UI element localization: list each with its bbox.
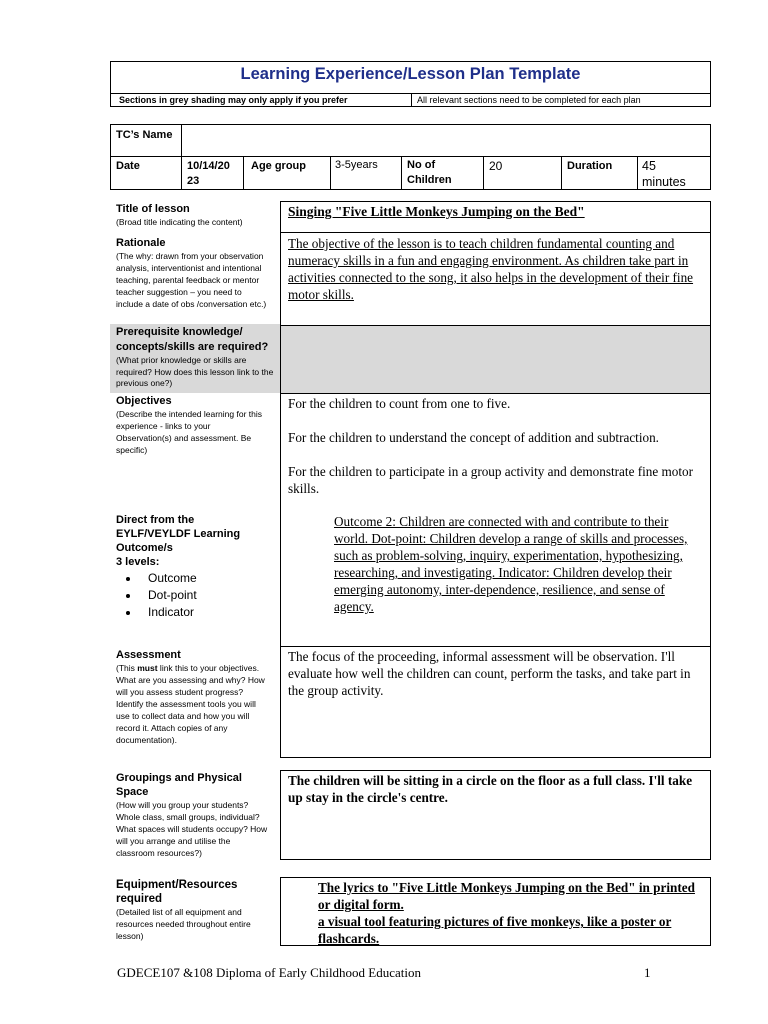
groupings-label: Groupings and Physical Space: [116, 772, 242, 798]
title-content-box: [280, 201, 711, 233]
assessment-content-box: [280, 646, 711, 758]
rationale-content: The objective of the lesson is to teach children fundamental counting and numeracy skills in a fun and engaging environment. As children take part in activities connected to the song, it also helps in the development of their fine motor skills.: [288, 236, 694, 302]
info-row-divider: [111, 156, 710, 157]
groupings-section-label: [116, 771, 270, 859]
tc-name-label: TC’s Name: [116, 129, 173, 141]
header-note-separator: [411, 93, 412, 106]
info-col-divider: [561, 156, 562, 190]
main-content-box: [280, 232, 711, 647]
title-label: Title of lesson: [116, 203, 190, 215]
info-col-divider: [330, 156, 331, 190]
assessment-hint-post: link this to your objectives. What are you assessing and why? How will you assess student progress? Identify the assessment tools you will use to collect data and how you will record it. Attach copies of any documentation).: [116, 663, 265, 745]
prerequisite-content: [281, 325, 710, 394]
info-table: [110, 124, 711, 190]
eylf-content: Outcome 2: Children are connected with and contribute to their world. Dot-point: Children develop a range of skills and processes, such as problem-solving, inquiry, experimentation, hypothesizing, researching, and investigating. Indicator: Children develop their emerging autonomy, inter-dependence, resilience, and sense of agency.: [334, 514, 688, 614]
objective-item: For the children to count from one to five.: [288, 396, 511, 411]
assessment-section-label: [116, 648, 270, 746]
no-children-value: 20: [489, 159, 503, 173]
objective-item: For the children to participate in a group activity and demonstrate fine motor skills.: [288, 464, 694, 496]
equipment-content-box: [280, 877, 711, 946]
assessment-hint: [116, 662, 270, 746]
groupings-content-box: [280, 770, 711, 860]
prerequisite-hint: (What prior knowledge or skills are required? How does this lesson link to the previous one?): [116, 355, 274, 388]
header-note-right: All relevant sections need to be completed for each plan: [417, 95, 641, 105]
rationale-section-label: [116, 236, 270, 310]
tc-name-value: [183, 126, 193, 132]
objectives-content: [288, 395, 698, 497]
date-value: 10/14/2023: [187, 160, 230, 187]
prerequisite-section-label: [116, 325, 276, 390]
objectives-section-label: [116, 394, 266, 456]
objectives-label: Objectives: [116, 395, 172, 407]
groupings-content: The children will be sitting in a circle on the floor as a full class. I'll take up stay in the circle's centre.: [288, 773, 693, 805]
eylf-label: Direct from the EYLF/VEYLDF Learning Outcome/s: [116, 514, 241, 554]
equipment-hint: (Detailed list of all equipment and resources needed throughout entire lesson): [116, 907, 251, 941]
equipment-item: The lyrics to "Five Little Monkeys Jumping on the Bed" in printed or digital form.: [318, 880, 695, 912]
lesson-title: Singing "Five Little Monkeys Jumping on the Bed": [288, 204, 585, 219]
header-box: [110, 61, 711, 107]
equipment-section-label: [116, 878, 276, 942]
title-section-label: [116, 202, 276, 228]
footer-course: GDECE107 &108 Diploma of Early Childhood Education: [117, 965, 422, 980]
duration-value: 45 minutes: [642, 159, 686, 189]
header-note-left: Sections in grey shading may only apply if you prefer: [119, 95, 348, 105]
eylf-levels-list: [116, 570, 266, 621]
objective-item: For the children to understand the concept of addition and subtraction.: [288, 430, 659, 445]
equipment-label: Equipment/Resources required: [116, 879, 238, 905]
no-children-label: No of Children: [407, 159, 452, 186]
objectives-hint: (Describe the intended learning for this experience - links to your Observation(s) and assessment. Be specific): [116, 409, 262, 455]
info-col-divider: [401, 156, 402, 190]
duration-label: Duration: [567, 160, 613, 172]
list-item: • Dot-point: [140, 587, 266, 604]
list-item: • Indicator: [140, 604, 266, 621]
info-col-divider: [243, 156, 244, 190]
equipment-item: a visual tool featuring pictures of five monkeys, like a poster or flashcards.: [318, 914, 672, 946]
footer-page-number: 1: [644, 965, 651, 980]
page-title: Learning Experience/Lesson Plan Template: [240, 65, 581, 83]
info-col-divider: [483, 156, 484, 190]
equipment-content: [318, 879, 703, 947]
rationale-hint: (The why: drawn from your observation analysis, interventionist and intentional teaching, parental feedback or mentor teacher suggestion – you need to include a date of obs /conversation etc.): [116, 251, 267, 309]
eylf-section-label: [116, 513, 266, 621]
assessment-hint-pre: (This: [116, 663, 138, 673]
prerequisite-label: Prerequisite knowledge/ concepts/skills are required?: [116, 326, 269, 353]
assessment-hint-bold: must: [137, 663, 158, 673]
eylf-levels-label: 3 levels:: [116, 556, 160, 568]
rationale-label: Rationale: [116, 237, 166, 249]
date-label: Date: [116, 160, 140, 172]
groupings-hint: (How will you group your students? Whole class, small groups, individual? What spaces will students occupy? How will you arrange and utilise the classroom resources?): [116, 800, 268, 858]
title-hint: (Broad title indicating the content): [116, 217, 243, 227]
tc-name-col-divider: [181, 125, 182, 156]
assessment-content: The focus of the proceeding, informal assessment will be observation. I'll evaluate how well the children can count, perform the tasks, and take part in the group activity.: [288, 649, 691, 698]
age-group-value: 3-5years: [335, 159, 378, 171]
list-item: • Outcome: [140, 570, 266, 587]
info-col-divider: [637, 156, 638, 190]
assessment-label: Assessment: [116, 649, 181, 661]
age-group-label: Age group: [251, 160, 306, 172]
info-col-divider: [181, 156, 182, 190]
